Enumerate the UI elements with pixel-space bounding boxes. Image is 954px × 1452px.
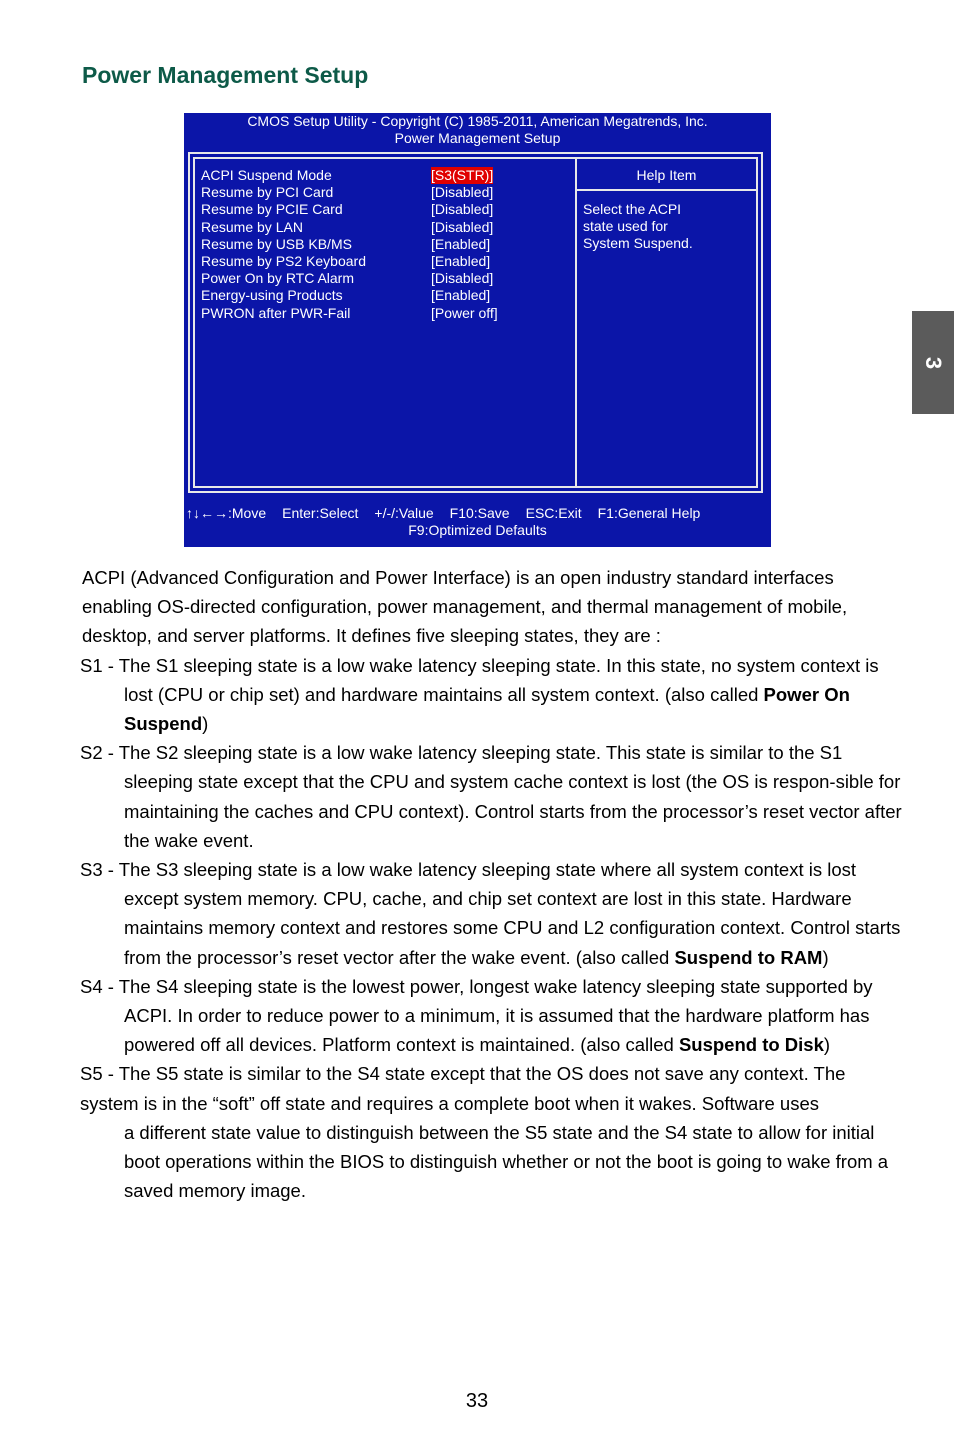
key-enter: Enter:Select <box>282 505 359 521</box>
key-move: ↑↓←→:Move <box>186 505 267 521</box>
help-text <box>583 201 763 252</box>
bios-screenshot <box>184 113 771 547</box>
state-s4-bold: Suspend to Disk <box>678 1034 824 1056</box>
section-title: Power Management Setup <box>82 62 369 88</box>
intro-paragraph: ACPI (Advanced Configuration and Power Interface) is an open industry standard interfaces enabling OS-directed configuration, power management, and thermal management of mobile, desktop, and server platforms. It defines five sleeping states, they are : <box>82 567 848 647</box>
key-save: F10:Save <box>449 505 510 521</box>
setting-value[interactable]: [Enabled] <box>431 287 491 304</box>
setting-value[interactable]: [Disabled] <box>431 270 494 287</box>
chapter-tab <box>912 311 954 414</box>
body-text <box>80 563 902 1205</box>
help-separator <box>575 189 756 191</box>
state-s5-line2: system is in the “soft” off state and requires a complete boot when it wakes. Software uses <box>80 1092 819 1114</box>
setting-label: Energy-using Products <box>201 287 343 304</box>
setting-value[interactable]: [Disabled] <box>431 218 494 235</box>
state-s2: S2 - The S2 sleeping state is a low wake latency sleeping state. This state is similar to the S1 sleeping state except that the CPU and system cache context is lost (the OS is respon-sible for maintaining the caches and CPU context). Control starts from the processor’s reset vector after the wake event. <box>80 742 902 851</box>
state-s3 <box>80 855 902 972</box>
close-paren: ) <box>822 946 829 968</box>
setting-label: Resume by PS2 Keyboard <box>201 252 366 269</box>
key-value: +/-/:Value <box>374 505 434 521</box>
setting-label: Resume by USB KB/MS <box>201 235 352 252</box>
footer-keys <box>186 505 716 522</box>
setting-value[interactable]: [Disabled] <box>431 201 494 218</box>
state-s1 <box>80 651 902 739</box>
state-s5-line1: S5 - The S5 state is similar to the S4 state except that the OS does not save any context. The <box>80 1063 846 1085</box>
setting-label: Resume by PCI Card <box>201 184 334 201</box>
bios-frame-inner <box>193 157 758 488</box>
setting-label: PWRON after PWR-Fail <box>201 304 351 321</box>
help-title: Help Item <box>636 167 697 183</box>
setting-label: Resume by LAN <box>201 218 303 235</box>
chapter-number: 3 <box>921 356 946 369</box>
page-number: 33 <box>465 1390 489 1412</box>
state-s3-bold: Suspend to RAM <box>674 946 823 968</box>
help-line: System Suspend. <box>583 235 693 251</box>
help-line: Select the ACPI <box>583 201 682 217</box>
setting-value[interactable]: [Disabled] <box>431 184 494 201</box>
close-paren: ) <box>823 1034 831 1056</box>
panel-divider <box>575 159 577 486</box>
bios-frame <box>188 152 763 493</box>
close-paren: ) <box>202 713 209 735</box>
state-s1-text: S1 - The S1 sleeping state is a low wake latency sleeping state. In this state, no system context is lost (CPU or chip set) and hardware maintains all system context. (also called <box>80 654 879 705</box>
state-s3-text: S3 - The S3 sleeping state is a low wake latency sleeping state where all system context is lost except system memory. CPU, cache, and chip set context are lost in this state. Hardware maintains memory context and restores some CPU and L2 configuration context. Control starts from the processor’s reset vector after the wake event. (also called <box>80 859 901 968</box>
state-s5-rest: a different state value to distinguish between the S5 state and the S4 state to allow for initial boot operations within the BIOS to distinguish whether or not the boot is going to wake from a saved memory image. <box>124 1121 889 1202</box>
key-help: F1:General Help <box>597 505 701 521</box>
help-line: state used for <box>583 218 668 234</box>
bios-header-title: Power Management Setup <box>394 130 561 146</box>
setting-label: ACPI Suspend Mode <box>201 167 332 183</box>
state-s4 <box>80 972 902 1060</box>
state-s1-bold: Power On Suspend <box>124 683 850 735</box>
setting-label: Power On by RTC Alarm <box>201 270 355 287</box>
setting-value[interactable]: [Enabled] <box>431 252 491 269</box>
state-s4-text: S4 - The S4 sleeping state is the lowest power, longest wake latency sleeping state supported by ACPI. In order to reduce power to a minimum, it is assumed that the hardware platform has powered off all devices. Platform context is maintained. (also called <box>80 975 873 1056</box>
setting-label: Resume by PCIE Card <box>201 201 343 218</box>
bios-header-copyright: CMOS Setup Utility - Copyright (C) 1985-2011, American Megatrends, Inc. <box>247 113 708 129</box>
setting-value-selected[interactable]: [S3(STR)] <box>431 167 494 183</box>
key-exit: ESC:Exit <box>525 505 582 521</box>
key-defaults: F9:Optimized Defaults <box>408 522 547 538</box>
setting-value[interactable]: [Power off] <box>431 304 498 321</box>
setting-value[interactable]: [Enabled] <box>431 235 491 252</box>
